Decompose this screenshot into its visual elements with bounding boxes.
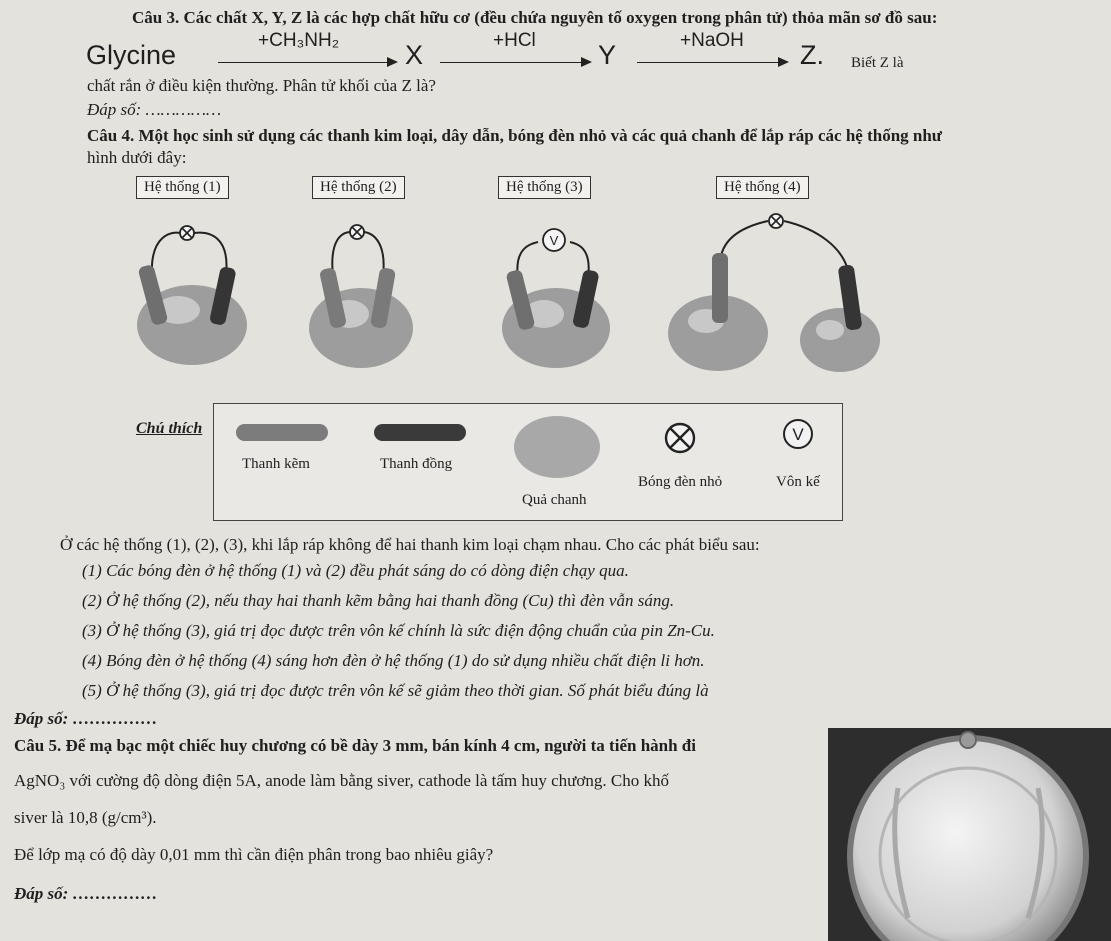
q5-line4: Để lớp mạ có độ dày 0,01 mm thì cần điện phân trong bao nhiêu giây? <box>14 845 494 864</box>
system-4-label: Hệ thống (4) <box>716 176 809 199</box>
bulb-icon <box>769 214 783 228</box>
legend-lemon: Quả chanh <box>522 492 587 508</box>
q4-intro-line2: hình dưới đây: <box>87 148 187 167</box>
svg-text:V: V <box>792 425 804 444</box>
scheme-x: X <box>405 40 424 70</box>
scheme-glycine: Glycine <box>86 40 177 70</box>
scheme-z: Z. <box>800 40 824 70</box>
lemon-icon <box>514 416 600 478</box>
q4-lead: Ở các hệ thống (1), (2), (3), khi lắp ráp không để hai thanh kim loại chạm nhau. Cho các phát biểu sau: <box>60 535 760 554</box>
system-2-label: Hệ thống (2) <box>312 176 405 199</box>
lemon-icon <box>800 308 880 372</box>
legend-bulb: Bóng đèn nhỏ <box>638 474 723 490</box>
scheme-arrow-1 <box>218 62 396 63</box>
q4-intro-line1: Câu 4. Một học sinh sử dụng các thanh kim loại, dây dẫn, bóng đèn nhỏ và các quả chanh để lắp ráp các hệ thống như <box>87 126 943 145</box>
legend-copper: Thanh đồng <box>380 456 453 472</box>
lemon-icon <box>309 288 413 368</box>
system-1-diagram <box>130 215 260 375</box>
scheme-reagent-1: +CH₃NH₂ <box>258 30 340 51</box>
copper-bar-icon <box>374 424 466 441</box>
bulb-icon <box>350 225 364 239</box>
scheme-note: Biết Z là <box>851 55 904 71</box>
legend-box <box>213 403 843 521</box>
scheme-reagent-2: +HCl <box>493 30 536 51</box>
voltmeter-icon <box>543 229 565 251</box>
system-3-diagram <box>500 218 620 378</box>
system-1-label: Hệ thống (1) <box>136 176 229 199</box>
statement-4: (4) Bóng đèn ở hệ thống (4) sáng hơn đèn ở hệ thống (1) do sử dụng nhiều chất điện li hơn. <box>82 651 705 670</box>
zinc-bar-icon <box>236 424 328 441</box>
q5-line3: siver là 10,8 (g/cm³). <box>14 808 157 827</box>
bulb-icon <box>180 226 194 240</box>
medal-image <box>828 728 1111 941</box>
q5-line1: Câu 5. Để mạ bạc một chiếc huy chương có bề dày 3 mm, bán kính 4 cm, người ta tiến hành đi <box>14 736 696 755</box>
system-2-diagram <box>305 218 425 378</box>
statement-2: (2) Ở hệ thống (2), nếu thay hai thanh kẽm bằng hai thanh đồng (Cu) thì đèn vẫn sáng. <box>82 591 675 610</box>
q3-line2: chất rắn ở điều kiện thường. Phân tử khối của Z là? <box>87 76 436 95</box>
scheme-arrow-2 <box>440 62 590 63</box>
legend-zinc: Thanh kẽm <box>242 456 310 472</box>
statement-1: (1) Các bóng đèn ở hệ thống (1) và (2) đều phát sáng do có dòng điện chạy qua. <box>82 561 629 580</box>
q3-intro: Câu 3. Các chất X, Y, Z là các hợp chất hữu cơ (đều chứa nguyên tố oxygen trong phân tử) thỏa mãn sơ đồ sau: <box>132 8 938 27</box>
scheme-reagent-3: +NaOH <box>680 30 744 51</box>
voltmeter-icon <box>780 416 816 452</box>
bulb-icon <box>662 420 698 456</box>
legend-title: Chú thích <box>136 420 203 437</box>
system-3-label: Hệ thống (3) <box>498 176 591 199</box>
q4-answer: Đáp số: …………… <box>14 709 158 728</box>
scheme-arrow-3 <box>637 62 787 63</box>
svg-text:V: V <box>549 233 559 248</box>
q5-line2: AgNO₃ với cường độ dòng điện 5A, anode làm bằng siver, cathode là tấm huy chương. Cho khố <box>14 771 669 790</box>
legend-voltmeter: Vôn kế <box>776 474 820 490</box>
system-4-diagram <box>660 205 880 380</box>
q5-answer: Đáp số: …………… <box>14 884 158 903</box>
statement-5: (5) Ở hệ thống (3), giá trị đọc được trên vôn kế sẽ giảm theo thời gian. Số phát biểu đúng là <box>82 681 709 700</box>
statement-3: (3) Ở hệ thống (3), giá trị đọc được trên vôn kế chính là sức điện động chuẩn của pin Zn-Cu. <box>82 621 715 640</box>
q3-answer: Đáp số: …………… <box>87 100 222 119</box>
scheme-y: Y <box>598 40 617 70</box>
